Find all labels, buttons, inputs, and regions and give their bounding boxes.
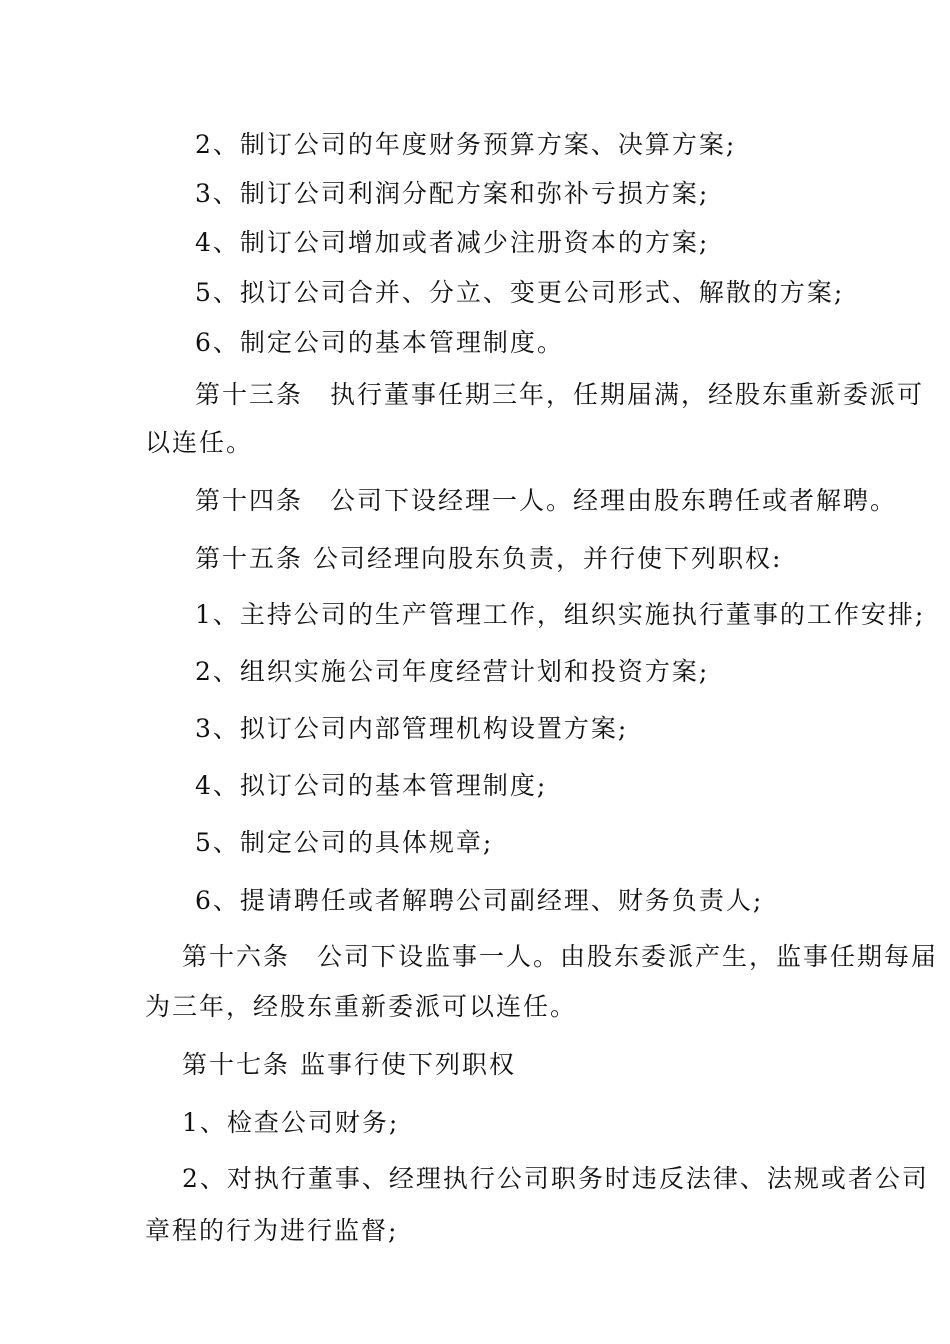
article-13-line-2: 以连任。	[145, 428, 254, 457]
text-line: 5、拟订公司合并、分立、变更公司形式、解散的方案;	[195, 278, 845, 307]
article-15: 第十五条 公司经理向股东负责，并行使下列职权:	[195, 544, 783, 573]
text-line: 6、制定公司的基本管理制度。	[195, 328, 564, 357]
text-line: 6、提请聘任或者解聘公司副经理、财务负责人;	[195, 886, 764, 915]
text-line: 2、制订公司的年度财务预算方案、决算方案;	[195, 130, 737, 159]
text-line: 3、拟订公司内部管理机构设置方案;	[195, 714, 629, 743]
article-17: 第十七条 监事行使下列职权	[182, 1050, 516, 1079]
text-line: 5、制定公司的具体规章;	[195, 828, 494, 857]
text-line: 3、制订公司利润分配方案和弥补亏损方案;	[195, 179, 710, 208]
text-line: 1、主持公司的生产管理工作，组织实施执行董事的工作安排;	[195, 600, 926, 629]
text-line: 4、制订公司增加或者减少注册资本的方案;	[195, 228, 710, 257]
article-16-line-2: 为三年，经股东重新委派可以连任。	[145, 992, 578, 1021]
article-14: 第十四条 公司下设经理一人。经理由股东聘任或者解聘。	[195, 486, 898, 515]
article-16-line-1: 第十六条 公司下设监事一人。由股东委派产生，监事任期每届	[182, 942, 939, 971]
text-line: 2、对执行董事、经理执行公司职务时违反法律、法规或者公司	[182, 1164, 929, 1193]
text-line: 章程的行为进行监督;	[145, 1216, 399, 1245]
text-line: 1、检查公司财务;	[182, 1108, 400, 1137]
text-line: 2、组织实施公司年度经营计划和投资方案;	[195, 657, 710, 686]
article-13-line-1: 第十三条 执行董事任期三年，任期届满，经股东重新委派可	[195, 380, 925, 409]
text-line: 4、拟订公司的基本管理制度;	[195, 771, 548, 800]
